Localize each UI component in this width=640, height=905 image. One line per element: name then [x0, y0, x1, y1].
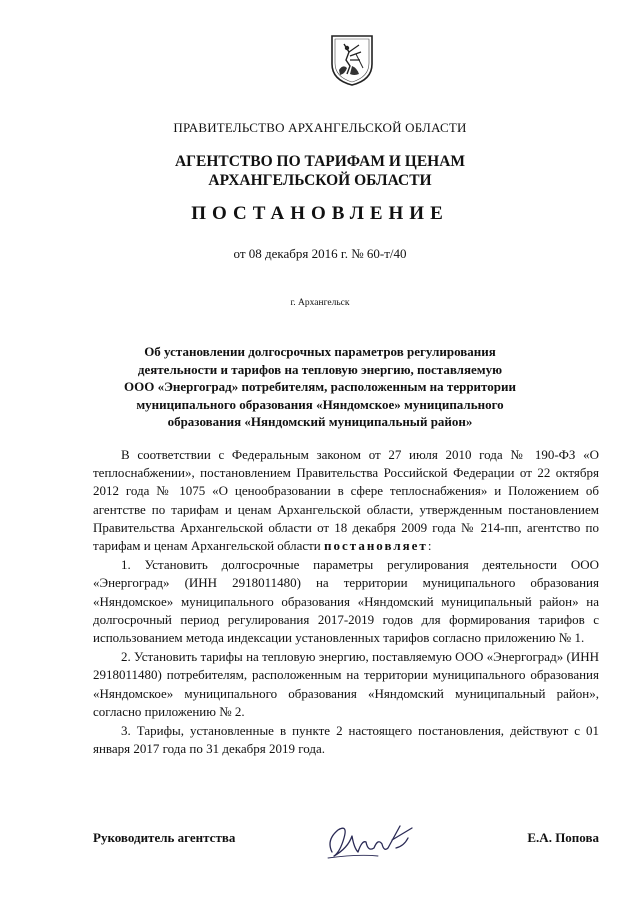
subject-line: образования «Няндомский муниципальный район»	[167, 414, 473, 430]
document-body	[93, 446, 599, 758]
agency-name-line: АРХАНГЕЛЬСКОЙ ОБЛАСТИ	[208, 172, 432, 189]
clause-2: 2. Установить тарифы на тепловую энергию, поставляемую ООО «Энергоград» (ИНН 2918011480) потребителям, расположенным на территории муниципального образования «Няндомское» муниципального образования «Няндомский муниципальный район», согласно приложению № 2.	[93, 649, 599, 719]
agency-name-line: АГЕНТСТВО ПО ТАРИФАМ И ЦЕНАМ	[174, 153, 466, 170]
signature-block	[93, 818, 599, 868]
government-name: ПРАВИТЕЛЬСТВО АРХАНГЕЛЬСКОЙ ОБЛАСТИ	[173, 120, 467, 135]
subject-line: Об установлении долгосрочных параметров регулирования	[144, 344, 496, 359]
signatory-name: Е.А. Попова	[527, 830, 599, 845]
subject-line: ООО «Энергоград» потребителям, расположенным на территории	[124, 379, 516, 395]
document-type: ПОСТАНОВЛЕНИЕ	[191, 203, 449, 224]
preamble-text: В соответствии с Федеральным законом от 27 июля 2010 года № 190-ФЗ «О теплоснабжении», постановлением Правительства Российской Федерации от 22 октября 2012 года № 1075 «О ценообразовании в сфере теплоснабжения» и Положением об агентстве по тарифам и ценам Архангельской области, утвержденным постановлением Правительства Архангельской области от 18 декабря 2009 года № 214-пп, агентство по тарифам и ценам Архангельской области	[93, 447, 599, 554]
resolves-colon: :	[427, 538, 432, 554]
preamble-paragraph	[93, 446, 599, 555]
resolves-word: постановляет	[324, 538, 428, 554]
handwritten-signature-icon	[318, 818, 428, 864]
document-date-number: от 08 декабря 2016 г. № 60-т/40	[233, 246, 407, 261]
document-subject	[100, 343, 540, 431]
subject-line: муниципального образования «Няндомское» муниципального	[136, 396, 504, 412]
document-city: г. Архангельск	[290, 298, 350, 308]
subject-line: деятельности и тарифов на тепловую энергию, поставляемую	[137, 361, 503, 377]
clause-3: 3. Тарифы, установленные в пункте 2 настоящего постановления, действуют с 01 января 2017 года по 31 декабря 2019 года.	[93, 723, 599, 757]
clause-1: 1. Установить долгосрочные параметры регулирования деятельности ООО «Энергоград» (ИНН 2918011480) на территории муниципального образования «Няндомское» муниципального образования «Няндомский муниципальный район» на долгосрочный период регулирования 2017-2019 годов для формирования тарифов с использованием метода индексации установленных тарифов согласно приложению № 1.	[93, 557, 599, 646]
coat-of-arms-icon	[323, 30, 381, 88]
agency-name	[0, 152, 640, 190]
signatory-title: Руководитель агентства	[93, 830, 236, 845]
